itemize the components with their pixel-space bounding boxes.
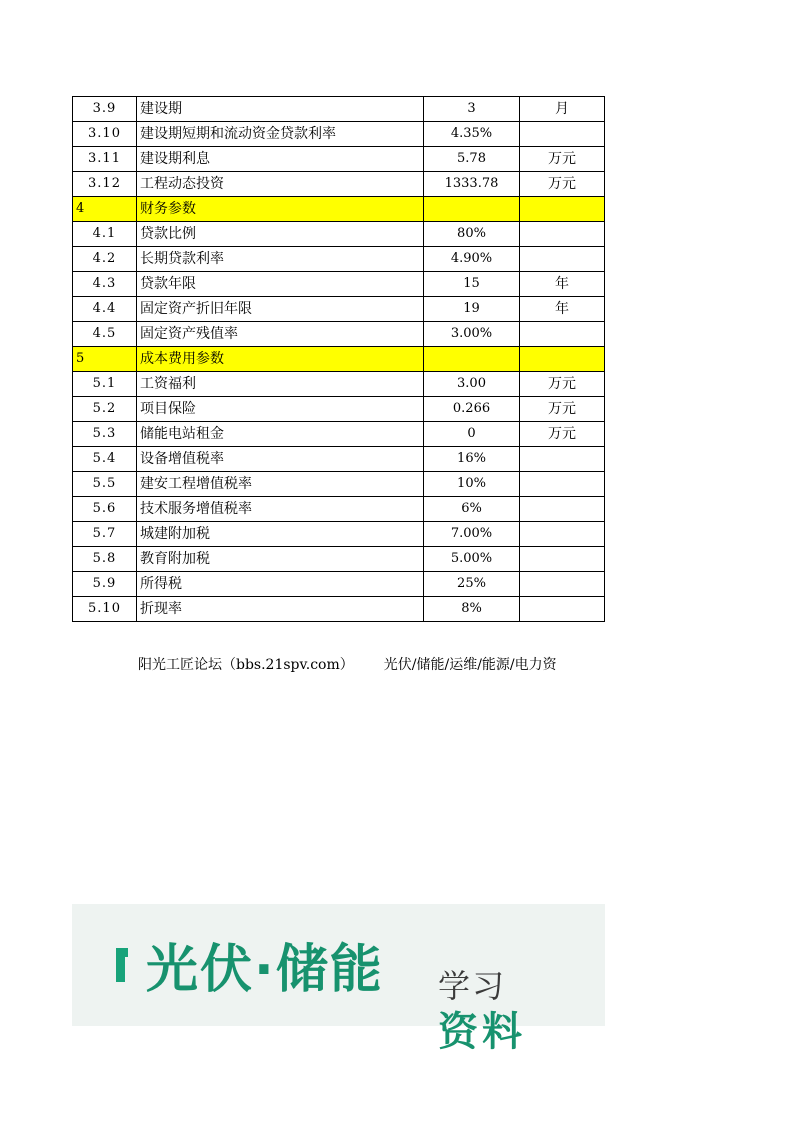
row-number-cell: 3.11 (73, 147, 137, 172)
row-number-cell: 4.5 (73, 322, 137, 347)
table-row (73, 322, 605, 347)
row-name-cell: 固定资产残值率 (137, 322, 424, 347)
table-row (73, 247, 605, 272)
row-name-cell: 工程动态投资 (137, 172, 424, 197)
row-unit-cell (520, 472, 605, 497)
row-unit-cell (520, 347, 605, 372)
row-value-cell: 4.35% (424, 122, 520, 147)
footer-line (138, 654, 557, 674)
table-row (73, 547, 605, 572)
row-name-cell: 成本费用参数 (137, 347, 424, 372)
section-row (73, 347, 605, 372)
row-value-cell: 80% (424, 222, 520, 247)
row-number-cell: 3.12 (73, 172, 137, 197)
table-row (73, 597, 605, 622)
row-value-cell: 5.00% (424, 547, 520, 572)
row-unit-cell: 月 (520, 97, 605, 122)
row-number-cell: 5.4 (73, 447, 137, 472)
row-name-cell: 教育附加税 (137, 547, 424, 572)
table-row (73, 472, 605, 497)
table-row (73, 572, 605, 597)
table-row (73, 97, 605, 122)
row-name-cell: 财务参数 (137, 197, 424, 222)
row-name-cell: 固定资产折旧年限 (137, 297, 424, 322)
row-unit-cell (520, 197, 605, 222)
row-number-cell: 5.9 (73, 572, 137, 597)
row-value-cell: 3 (424, 97, 520, 122)
footer-topics: 光伏/储能/运维/能源/电力资 (383, 657, 557, 673)
row-number-cell: 4.4 (73, 297, 137, 322)
row-number-cell: 5.10 (73, 597, 137, 622)
row-number-cell: 5.7 (73, 522, 137, 547)
row-name-cell: 项目保险 (137, 397, 424, 422)
row-number-cell: 4.3 (73, 272, 137, 297)
row-name-cell: 建设期利息 (137, 147, 424, 172)
row-unit-cell: 年 (520, 297, 605, 322)
parameter-table-body (73, 97, 605, 622)
row-unit-cell (520, 122, 605, 147)
table-row (73, 497, 605, 522)
row-value-cell: 6% (424, 497, 520, 522)
row-name-cell: 所得税 (137, 572, 424, 597)
row-number-cell: 5.8 (73, 547, 137, 572)
parameter-table (72, 96, 605, 622)
promo-banner (72, 904, 605, 1055)
row-name-cell: 技术服务增值税率 (137, 497, 424, 522)
row-unit-cell: 年 (520, 272, 605, 297)
row-unit-cell (520, 547, 605, 572)
row-value-cell: 10% (424, 472, 520, 497)
table-row (73, 122, 605, 147)
row-number-cell: 5.1 (73, 372, 137, 397)
banner-subtitle: 学习 (438, 967, 507, 1005)
row-value-cell: 0 (424, 422, 520, 447)
row-value-cell: 0.266 (424, 397, 520, 422)
row-name-cell: 城建附加税 (137, 522, 424, 547)
footer-forum: 阳光工匠论坛（bbs.21spv.com） (138, 657, 354, 673)
row-unit-cell (520, 597, 605, 622)
row-unit-cell (520, 497, 605, 522)
row-name-cell: 长期贷款利率 (137, 247, 424, 272)
table-row (73, 522, 605, 547)
row-number-cell: 5.3 (73, 422, 137, 447)
row-value-cell: 25% (424, 572, 520, 597)
row-name-cell: 建安工程增值税率 (137, 472, 424, 497)
row-number-cell: 5 (73, 347, 137, 372)
table-row (73, 372, 605, 397)
row-name-cell: 折现率 (137, 597, 424, 622)
row-name-cell: 建设期短期和流动资金贷款利率 (137, 122, 424, 147)
row-name-cell: 设备增值税率 (137, 447, 424, 472)
row-unit-cell: 万元 (520, 422, 605, 447)
row-unit-cell (520, 447, 605, 472)
row-name-cell: 储能电站租金 (137, 422, 424, 447)
row-unit-cell (520, 572, 605, 597)
row-unit-cell: 万元 (520, 172, 605, 197)
row-unit-cell (520, 247, 605, 272)
row-unit-cell (520, 322, 605, 347)
row-number-cell: 3.10 (73, 122, 137, 147)
row-number-cell: 3.9 (73, 97, 137, 122)
row-value-cell: 7.00% (424, 522, 520, 547)
row-unit-cell: 万元 (520, 397, 605, 422)
table-row (73, 397, 605, 422)
row-name-cell: 贷款年限 (137, 272, 424, 297)
table-row (73, 447, 605, 472)
row-value-cell: 5.78 (424, 147, 520, 172)
row-name-cell: 工资福利 (137, 372, 424, 397)
section-row (73, 197, 605, 222)
row-unit-cell: 万元 (520, 147, 605, 172)
row-value-cell: 15 (424, 272, 520, 297)
table-row (73, 272, 605, 297)
banner-subtitle-2: 资料 (438, 1009, 526, 1055)
row-value-cell: 8% (424, 597, 520, 622)
row-number-cell: 4.2 (73, 247, 137, 272)
row-number-cell: 5.5 (73, 472, 137, 497)
row-name-cell: 贷款比例 (137, 222, 424, 247)
row-number-cell: 4 (73, 197, 137, 222)
table-row (73, 422, 605, 447)
row-unit-cell: 万元 (520, 372, 605, 397)
table-row (73, 297, 605, 322)
row-value-cell: 19 (424, 297, 520, 322)
row-unit-cell (520, 522, 605, 547)
banner-title: 光伏·储能 (146, 940, 384, 1000)
row-value-cell: 4.90% (424, 247, 520, 272)
row-value-cell: 16% (424, 447, 520, 472)
row-name-cell: 建设期 (137, 97, 424, 122)
row-value-cell (424, 197, 520, 222)
banner-bracket-mark (116, 948, 128, 982)
row-value-cell: 3.00% (424, 322, 520, 347)
row-value-cell: 1333.78 (424, 172, 520, 197)
table-row (73, 172, 605, 197)
row-value-cell: 3.00 (424, 372, 520, 397)
row-number-cell: 4.1 (73, 222, 137, 247)
row-number-cell: 5.2 (73, 397, 137, 422)
row-value-cell (424, 347, 520, 372)
table-row (73, 222, 605, 247)
row-unit-cell (520, 222, 605, 247)
row-number-cell: 5.6 (73, 497, 137, 522)
table-row (73, 147, 605, 172)
